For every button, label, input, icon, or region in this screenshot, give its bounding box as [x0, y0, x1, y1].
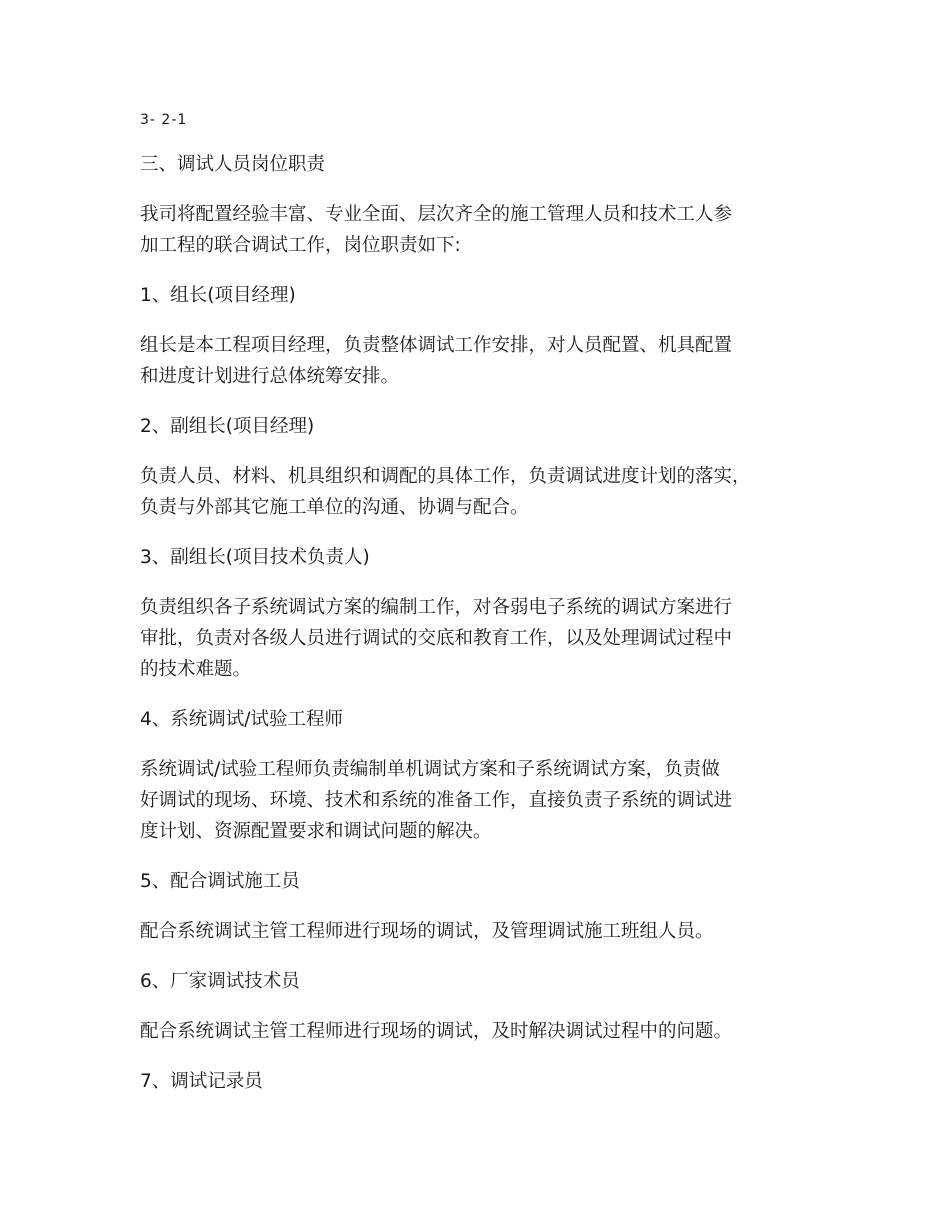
paragraph-line: 加工程的联合调试工作，岗位职责如下: — [140, 235, 461, 256]
document-body — [140, 110, 830, 1116]
role-heading-recorder: 7、调试记录员 — [140, 1071, 263, 1092]
role-description-construction-staff — [140, 916, 830, 947]
role-description-system-engineer — [140, 754, 830, 847]
intro-paragraph — [140, 199, 830, 261]
paragraph-line: 组长是本工程项目经理，负责整体调试工作安排，对人员配置、机具配置 — [140, 335, 733, 356]
section-title: 三、调试人员岗位职责 — [140, 154, 326, 175]
role-heading-vendor-technician: 6、厂家调试技术员 — [140, 971, 300, 992]
paragraph-line: 系统调试/试验工程师负责编制单机调试方案和子系统调试方案，负责做 — [140, 759, 720, 780]
role-description-deputy-leader-tech — [140, 592, 830, 685]
role-heading-construction-staff: 5、配合调试施工员 — [140, 871, 300, 892]
role-heading-team-leader: 1、组长(项目经理) — [140, 285, 296, 306]
paragraph-line: 审批，负责对各级人员进行调试的交底和教育工作，以及处理调试过程中 — [140, 628, 733, 649]
paragraph-line: 好调试的现场、环境、技术和系统的准备工作，直接负责子系统的调试进 — [140, 790, 733, 811]
paragraph-line: 和进度计划进行总体统筹安排。 — [140, 366, 400, 387]
paragraph-line: 配合系统调试主管工程师进行现场的调试，及管理调试施工班组人员。 — [140, 921, 714, 942]
role-heading-system-engineer: 4、系统调试/试验工程师 — [140, 709, 344, 730]
role-heading-deputy-leader-tech: 3、副组长(项目技术负责人) — [140, 547, 370, 568]
role-heading-deputy-leader-pm: 2、副组长(项目经理) — [140, 416, 315, 437]
page-reference: 3- 2-1 — [140, 112, 188, 128]
paragraph-line: 度计划、资源配置要求和调试问题的解决。 — [140, 821, 492, 842]
role-description-deputy-leader-pm — [140, 461, 830, 523]
paragraph-line: 配合系统调试主管工程师进行现场的调试，及时解决调试过程中的问题。 — [140, 1021, 733, 1042]
paragraph-line: 负责组织各子系统调试方案的编制工作，对各弱电子系统的调试方案进行 — [140, 597, 733, 618]
paragraph-line: 负责人员、材料、机具组织和调配的具体工作，负责调试进度计划的落实， — [140, 466, 751, 487]
paragraph-line: 的技术难题。 — [140, 659, 252, 680]
paragraph-line: 负责与外部其它施工单位的沟通、协调与配合。 — [140, 497, 529, 518]
role-description-team-leader — [140, 330, 830, 392]
paragraph-line: 我司将配置经验丰富、专业全面、层次齐全的施工管理人员和技术工人参 — [140, 204, 733, 225]
role-description-vendor-technician — [140, 1016, 830, 1047]
